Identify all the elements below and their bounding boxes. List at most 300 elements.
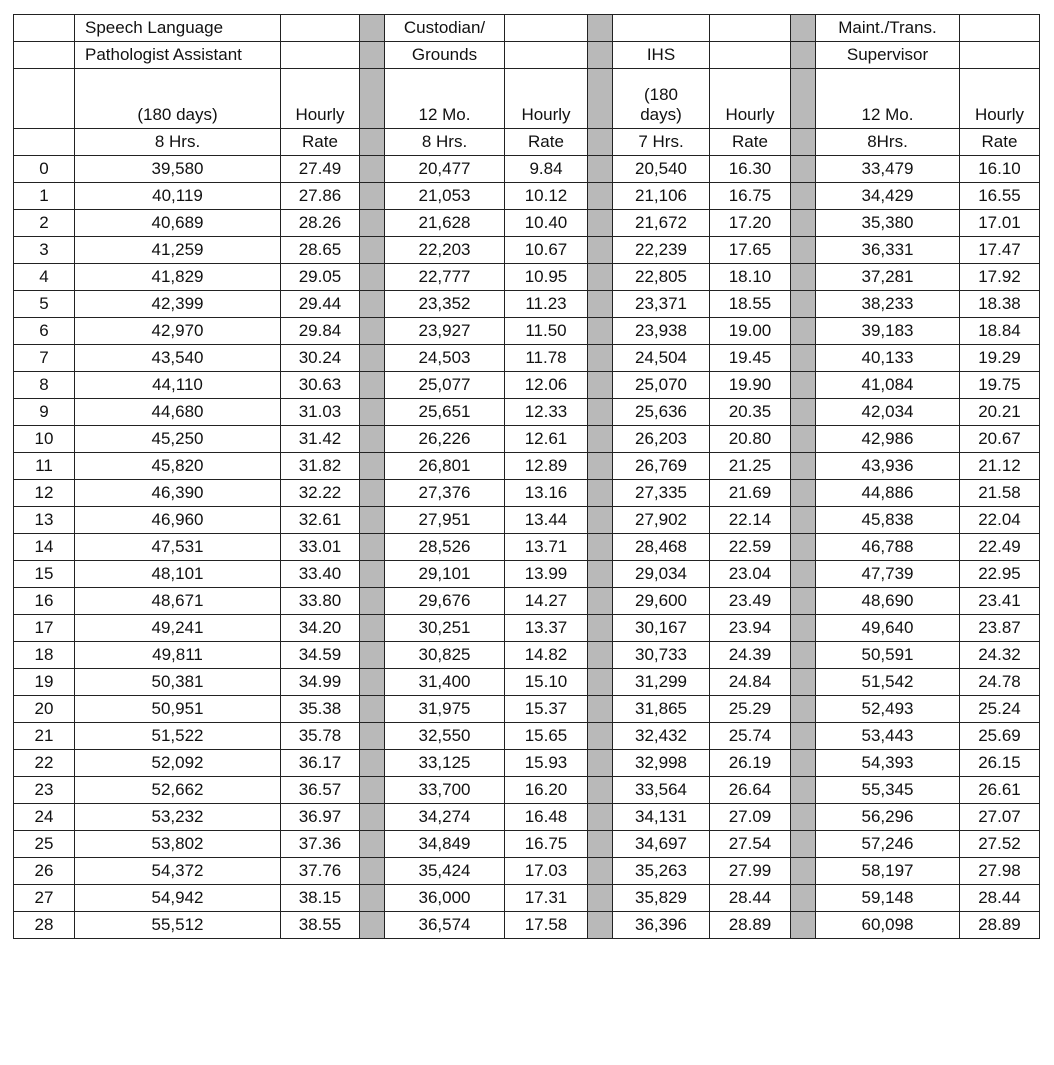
header-cell [281, 42, 360, 69]
maint-hourly-cell: 23.41 [960, 588, 1040, 615]
column-separator [588, 669, 613, 696]
slp-annual-cell: 52,662 [75, 777, 281, 804]
maint-annual-cell: 48,690 [816, 588, 960, 615]
slp-annual-cell: 50,381 [75, 669, 281, 696]
step-cell: 6 [14, 318, 75, 345]
header-cell [710, 42, 791, 69]
column-separator [360, 345, 385, 372]
slp-hourly-cell: 36.57 [281, 777, 360, 804]
ihs-hourly-header: Hourly [710, 69, 791, 129]
column-separator [360, 69, 385, 129]
slp-annual-header: (180 days) [75, 69, 281, 129]
column-separator [791, 615, 816, 642]
column-separator [588, 831, 613, 858]
table-row [14, 156, 1040, 183]
ihs-hourly-cell: 18.10 [710, 264, 791, 291]
table-row [14, 561, 1040, 588]
step-cell: 28 [14, 912, 75, 939]
custodian-annual-cell: 25,077 [385, 372, 505, 399]
step-cell: 11 [14, 453, 75, 480]
column-separator [791, 669, 816, 696]
custodian-hourly-subheader: Rate [505, 129, 588, 156]
column-separator [588, 453, 613, 480]
custodian-annual-cell: 26,226 [385, 426, 505, 453]
ihs-hourly-cell: 22.59 [710, 534, 791, 561]
ihs-hourly-cell: 21.69 [710, 480, 791, 507]
column-separator [588, 912, 613, 939]
slp-annual-cell: 44,110 [75, 372, 281, 399]
maint-hourly-cell: 27.52 [960, 831, 1040, 858]
slp-annual-cell: 48,671 [75, 588, 281, 615]
custodian-hourly-cell: 11.23 [505, 291, 588, 318]
column-separator [588, 534, 613, 561]
custodian-hourly-cell: 11.50 [505, 318, 588, 345]
column-separator [360, 777, 385, 804]
column-separator [588, 615, 613, 642]
ihs-annual-subheader: 7 Hrs. [613, 129, 710, 156]
column-separator [791, 534, 816, 561]
maint-hourly-cell: 19.29 [960, 345, 1040, 372]
maint-hourly-header: Hourly [960, 69, 1040, 129]
maint-hourly-cell: 17.47 [960, 237, 1040, 264]
ihs-annual-cell: 27,335 [613, 480, 710, 507]
slp-annual-cell: 49,241 [75, 615, 281, 642]
slp-annual-cell: 45,820 [75, 453, 281, 480]
custodian-hourly-cell: 17.58 [505, 912, 588, 939]
maint-annual-cell: 42,986 [816, 426, 960, 453]
custodian-annual-cell: 35,424 [385, 858, 505, 885]
header-cell [960, 15, 1040, 42]
ihs-hourly-cell: 18.55 [710, 291, 791, 318]
slp-annual-cell: 42,399 [75, 291, 281, 318]
slp-annual-cell: 45,250 [75, 426, 281, 453]
column-separator [588, 858, 613, 885]
maint-hourly-cell: 27.07 [960, 804, 1040, 831]
custodian-annual-cell: 31,975 [385, 696, 505, 723]
ihs-hourly-cell: 24.84 [710, 669, 791, 696]
header-cell [14, 15, 75, 42]
column-separator [791, 210, 816, 237]
custodian-hourly-cell: 16.20 [505, 777, 588, 804]
maint-annual-cell: 57,246 [816, 831, 960, 858]
header-cell [281, 15, 360, 42]
column-separator [791, 480, 816, 507]
maint-annual-cell: 52,493 [816, 696, 960, 723]
slp-annual-cell: 49,811 [75, 642, 281, 669]
column-separator [360, 858, 385, 885]
ihs-annual-cell: 29,600 [613, 588, 710, 615]
column-separator [360, 804, 385, 831]
column-separator [588, 588, 613, 615]
column-separator [588, 183, 613, 210]
custodian-annual-cell: 29,676 [385, 588, 505, 615]
table-row [14, 507, 1040, 534]
step-cell: 15 [14, 561, 75, 588]
table-row [14, 723, 1040, 750]
custodian-annual-cell: 30,251 [385, 615, 505, 642]
slp-hourly-cell: 36.17 [281, 750, 360, 777]
custodian-hourly-cell: 12.61 [505, 426, 588, 453]
column-separator [360, 453, 385, 480]
maint-hourly-cell: 19.75 [960, 372, 1040, 399]
maint-annual-cell: 55,345 [816, 777, 960, 804]
maint-hourly-cell: 28.44 [960, 885, 1040, 912]
custodian-hourly-cell: 10.95 [505, 264, 588, 291]
slp-annual-cell: 55,512 [75, 912, 281, 939]
ihs-hourly-cell: 17.65 [710, 237, 791, 264]
header-cell [505, 42, 588, 69]
custodian-annual-cell: 33,700 [385, 777, 505, 804]
slp-title-line1: Speech Language [75, 15, 281, 42]
maint-annual-cell: 58,197 [816, 858, 960, 885]
ihs-hourly-cell: 27.09 [710, 804, 791, 831]
slp-hourly-subheader: Rate [281, 129, 360, 156]
maint-hourly-subheader: Rate [960, 129, 1040, 156]
table-row [14, 642, 1040, 669]
table-row [14, 534, 1040, 561]
column-separator [360, 291, 385, 318]
custodian-annual-cell: 21,053 [385, 183, 505, 210]
slp-annual-cell: 44,680 [75, 399, 281, 426]
maint-annual-header: 12 Mo. [816, 69, 960, 129]
maint-hourly-cell: 18.84 [960, 318, 1040, 345]
column-separator [588, 264, 613, 291]
column-separator [360, 210, 385, 237]
maint-annual-cell: 49,640 [816, 615, 960, 642]
slp-hourly-cell: 27.86 [281, 183, 360, 210]
column-separator [791, 696, 816, 723]
ihs-annual-cell: 30,733 [613, 642, 710, 669]
maint-annual-cell: 42,034 [816, 399, 960, 426]
header-cell [14, 69, 75, 129]
slp-hourly-cell: 28.26 [281, 210, 360, 237]
slp-hourly-cell: 29.44 [281, 291, 360, 318]
maint-annual-cell: 59,148 [816, 885, 960, 912]
column-separator [791, 291, 816, 318]
slp-hourly-cell: 34.99 [281, 669, 360, 696]
custodian-annual-cell: 27,376 [385, 480, 505, 507]
slp-hourly-cell: 33.80 [281, 588, 360, 615]
ihs-hourly-cell: 23.04 [710, 561, 791, 588]
maint-annual-cell: 39,183 [816, 318, 960, 345]
maint-annual-cell: 54,393 [816, 750, 960, 777]
column-separator [360, 156, 385, 183]
table-row [14, 183, 1040, 210]
header-row-1 [14, 15, 1040, 42]
ihs-annual-cell: 32,432 [613, 723, 710, 750]
custodian-title-line2: Grounds [385, 42, 505, 69]
column-separator [360, 669, 385, 696]
table-row [14, 696, 1040, 723]
step-cell: 4 [14, 264, 75, 291]
slp-annual-cell: 54,372 [75, 858, 281, 885]
slp-hourly-cell: 33.40 [281, 561, 360, 588]
custodian-annual-cell: 26,801 [385, 453, 505, 480]
column-separator [360, 129, 385, 156]
column-separator [588, 237, 613, 264]
step-cell: 7 [14, 345, 75, 372]
table-row [14, 426, 1040, 453]
column-separator [791, 426, 816, 453]
step-cell: 19 [14, 669, 75, 696]
slp-hourly-cell: 28.65 [281, 237, 360, 264]
maint-hourly-cell: 16.10 [960, 156, 1040, 183]
ihs-annual-cell: 27,902 [613, 507, 710, 534]
custodian-hourly-cell: 12.89 [505, 453, 588, 480]
custodian-hourly-cell: 16.48 [505, 804, 588, 831]
column-separator [360, 831, 385, 858]
custodian-hourly-cell: 13.71 [505, 534, 588, 561]
slp-annual-cell: 39,580 [75, 156, 281, 183]
ihs-hourly-cell: 22.14 [710, 507, 791, 534]
maint-annual-subheader: 8Hrs. [816, 129, 960, 156]
ihs-annual-cell: 28,468 [613, 534, 710, 561]
column-separator [360, 696, 385, 723]
table-row [14, 210, 1040, 237]
custodian-annual-cell: 21,628 [385, 210, 505, 237]
table-row [14, 831, 1040, 858]
custodian-annual-cell: 24,503 [385, 345, 505, 372]
custodian-hourly-cell: 11.78 [505, 345, 588, 372]
maint-annual-cell: 37,281 [816, 264, 960, 291]
column-separator [360, 588, 385, 615]
table-row [14, 912, 1040, 939]
column-separator [588, 750, 613, 777]
ihs-hourly-cell: 28.89 [710, 912, 791, 939]
column-separator [791, 642, 816, 669]
ihs-hourly-cell: 26.19 [710, 750, 791, 777]
step-cell: 18 [14, 642, 75, 669]
maint-annual-cell: 35,380 [816, 210, 960, 237]
table-row [14, 885, 1040, 912]
step-cell: 23 [14, 777, 75, 804]
custodian-hourly-cell: 13.99 [505, 561, 588, 588]
maint-annual-cell: 40,133 [816, 345, 960, 372]
custodian-annual-cell: 22,203 [385, 237, 505, 264]
column-separator [360, 183, 385, 210]
ihs-annual-cell: 33,564 [613, 777, 710, 804]
ihs-hourly-cell: 19.90 [710, 372, 791, 399]
header-cell [710, 15, 791, 42]
slp-hourly-cell: 33.01 [281, 534, 360, 561]
maint-hourly-cell: 22.49 [960, 534, 1040, 561]
column-separator [360, 507, 385, 534]
column-separator [791, 372, 816, 399]
column-separator [360, 264, 385, 291]
slp-annual-subheader: 8 Hrs. [75, 129, 281, 156]
custodian-annual-subheader: 8 Hrs. [385, 129, 505, 156]
ihs-annual-header: (180 days) [613, 69, 710, 129]
slp-annual-cell: 48,101 [75, 561, 281, 588]
maint-hourly-cell: 21.58 [960, 480, 1040, 507]
custodian-annual-cell: 28,526 [385, 534, 505, 561]
ihs-hourly-cell: 19.00 [710, 318, 791, 345]
maint-annual-cell: 43,936 [816, 453, 960, 480]
column-separator [791, 15, 816, 42]
header-cell [14, 129, 75, 156]
column-separator [588, 480, 613, 507]
slp-annual-cell: 42,970 [75, 318, 281, 345]
maint-hourly-cell: 24.32 [960, 642, 1040, 669]
maint-annual-cell: 51,542 [816, 669, 960, 696]
column-separator [588, 723, 613, 750]
column-separator [791, 588, 816, 615]
step-cell: 16 [14, 588, 75, 615]
maint-hourly-cell: 26.61 [960, 777, 1040, 804]
header-cell [960, 42, 1040, 69]
step-cell: 21 [14, 723, 75, 750]
column-separator [588, 291, 613, 318]
ihs-annual-cell: 20,540 [613, 156, 710, 183]
custodian-hourly-cell: 15.10 [505, 669, 588, 696]
maint-hourly-cell: 27.98 [960, 858, 1040, 885]
column-separator [588, 210, 613, 237]
table-row [14, 480, 1040, 507]
maint-hourly-cell: 17.92 [960, 264, 1040, 291]
slp-title-line2: Pathologist Assistant [75, 42, 281, 69]
column-separator [588, 696, 613, 723]
ihs-annual-cell: 31,299 [613, 669, 710, 696]
ihs-hourly-cell: 25.74 [710, 723, 791, 750]
maint-annual-cell: 56,296 [816, 804, 960, 831]
maint-annual-cell: 60,098 [816, 912, 960, 939]
column-separator [791, 42, 816, 69]
custodian-hourly-cell: 15.93 [505, 750, 588, 777]
slp-annual-cell: 53,802 [75, 831, 281, 858]
slp-hourly-cell: 35.78 [281, 723, 360, 750]
step-cell: 24 [14, 804, 75, 831]
slp-hourly-header: Hourly [281, 69, 360, 129]
column-separator [791, 453, 816, 480]
ihs-annual-cell: 23,938 [613, 318, 710, 345]
table-row [14, 291, 1040, 318]
maint-hourly-cell: 22.95 [960, 561, 1040, 588]
maint-annual-cell: 45,838 [816, 507, 960, 534]
custodian-hourly-cell: 14.27 [505, 588, 588, 615]
column-separator [588, 129, 613, 156]
column-separator [360, 426, 385, 453]
ihs-annual-cell: 21,672 [613, 210, 710, 237]
column-separator [360, 237, 385, 264]
ihs-annual-cell: 22,239 [613, 237, 710, 264]
step-cell: 2 [14, 210, 75, 237]
column-separator [360, 480, 385, 507]
custodian-annual-cell: 30,825 [385, 642, 505, 669]
ihs-hourly-cell: 27.54 [710, 831, 791, 858]
custodian-hourly-cell: 9.84 [505, 156, 588, 183]
custodian-annual-cell: 34,849 [385, 831, 505, 858]
ihs-annual-cell: 26,769 [613, 453, 710, 480]
slp-hourly-cell: 37.36 [281, 831, 360, 858]
maint-hourly-cell: 22.04 [960, 507, 1040, 534]
custodian-annual-cell: 25,651 [385, 399, 505, 426]
slp-hourly-cell: 38.15 [281, 885, 360, 912]
table-row [14, 858, 1040, 885]
slp-annual-cell: 46,390 [75, 480, 281, 507]
ihs-annual-cell: 30,167 [613, 615, 710, 642]
slp-annual-cell: 52,092 [75, 750, 281, 777]
maint-hourly-cell: 17.01 [960, 210, 1040, 237]
column-separator [791, 183, 816, 210]
column-separator [360, 42, 385, 69]
slp-annual-cell: 50,951 [75, 696, 281, 723]
column-separator [360, 15, 385, 42]
column-separator [791, 345, 816, 372]
custodian-hourly-header: Hourly [505, 69, 588, 129]
slp-annual-cell: 41,259 [75, 237, 281, 264]
slp-annual-cell: 51,522 [75, 723, 281, 750]
ihs-annual-cell: 25,636 [613, 399, 710, 426]
ihs-annual-cell: 32,998 [613, 750, 710, 777]
custodian-annual-cell: 36,000 [385, 885, 505, 912]
ihs-hourly-cell: 17.20 [710, 210, 791, 237]
salary-schedule-table [13, 14, 1040, 939]
column-separator [360, 885, 385, 912]
table-row [14, 804, 1040, 831]
ihs-hourly-cell: 24.39 [710, 642, 791, 669]
column-separator [791, 129, 816, 156]
table-row [14, 345, 1040, 372]
custodian-annual-cell: 34,274 [385, 804, 505, 831]
column-separator [791, 69, 816, 129]
slp-hourly-cell: 35.38 [281, 696, 360, 723]
slp-annual-cell: 46,960 [75, 507, 281, 534]
table-row [14, 372, 1040, 399]
custodian-annual-cell: 29,101 [385, 561, 505, 588]
ihs-hourly-cell: 23.49 [710, 588, 791, 615]
slp-hourly-cell: 34.20 [281, 615, 360, 642]
maint-hourly-cell: 18.38 [960, 291, 1040, 318]
slp-hourly-cell: 34.59 [281, 642, 360, 669]
custodian-annual-cell: 27,951 [385, 507, 505, 534]
step-cell: 20 [14, 696, 75, 723]
maint-annual-cell: 33,479 [816, 156, 960, 183]
step-cell: 22 [14, 750, 75, 777]
column-separator [791, 912, 816, 939]
maint-annual-cell: 34,429 [816, 183, 960, 210]
column-separator [588, 318, 613, 345]
column-separator [791, 831, 816, 858]
table-row [14, 669, 1040, 696]
custodian-hourly-cell: 15.37 [505, 696, 588, 723]
column-separator [791, 561, 816, 588]
ihs-annual-cell: 25,070 [613, 372, 710, 399]
ihs-hourly-cell: 28.44 [710, 885, 791, 912]
slp-annual-cell: 47,531 [75, 534, 281, 561]
ihs-annual-cell: 31,865 [613, 696, 710, 723]
step-cell: 25 [14, 831, 75, 858]
ihs-hourly-cell: 25.29 [710, 696, 791, 723]
maint-annual-cell: 53,443 [816, 723, 960, 750]
step-cell: 1 [14, 183, 75, 210]
custodian-hourly-cell: 12.06 [505, 372, 588, 399]
table-row [14, 318, 1040, 345]
slp-annual-cell: 40,119 [75, 183, 281, 210]
column-separator [588, 885, 613, 912]
step-cell: 17 [14, 615, 75, 642]
column-separator [588, 642, 613, 669]
custodian-hourly-cell: 13.37 [505, 615, 588, 642]
ihs-annual-cell: 35,263 [613, 858, 710, 885]
ihs-annual-cell: 29,034 [613, 561, 710, 588]
ihs-annual-cell: 23,371 [613, 291, 710, 318]
slp-annual-cell: 41,829 [75, 264, 281, 291]
step-cell: 12 [14, 480, 75, 507]
maint-annual-cell: 47,739 [816, 561, 960, 588]
ihs-annual-cell: 36,396 [613, 912, 710, 939]
column-separator [360, 723, 385, 750]
slp-hourly-cell: 29.84 [281, 318, 360, 345]
